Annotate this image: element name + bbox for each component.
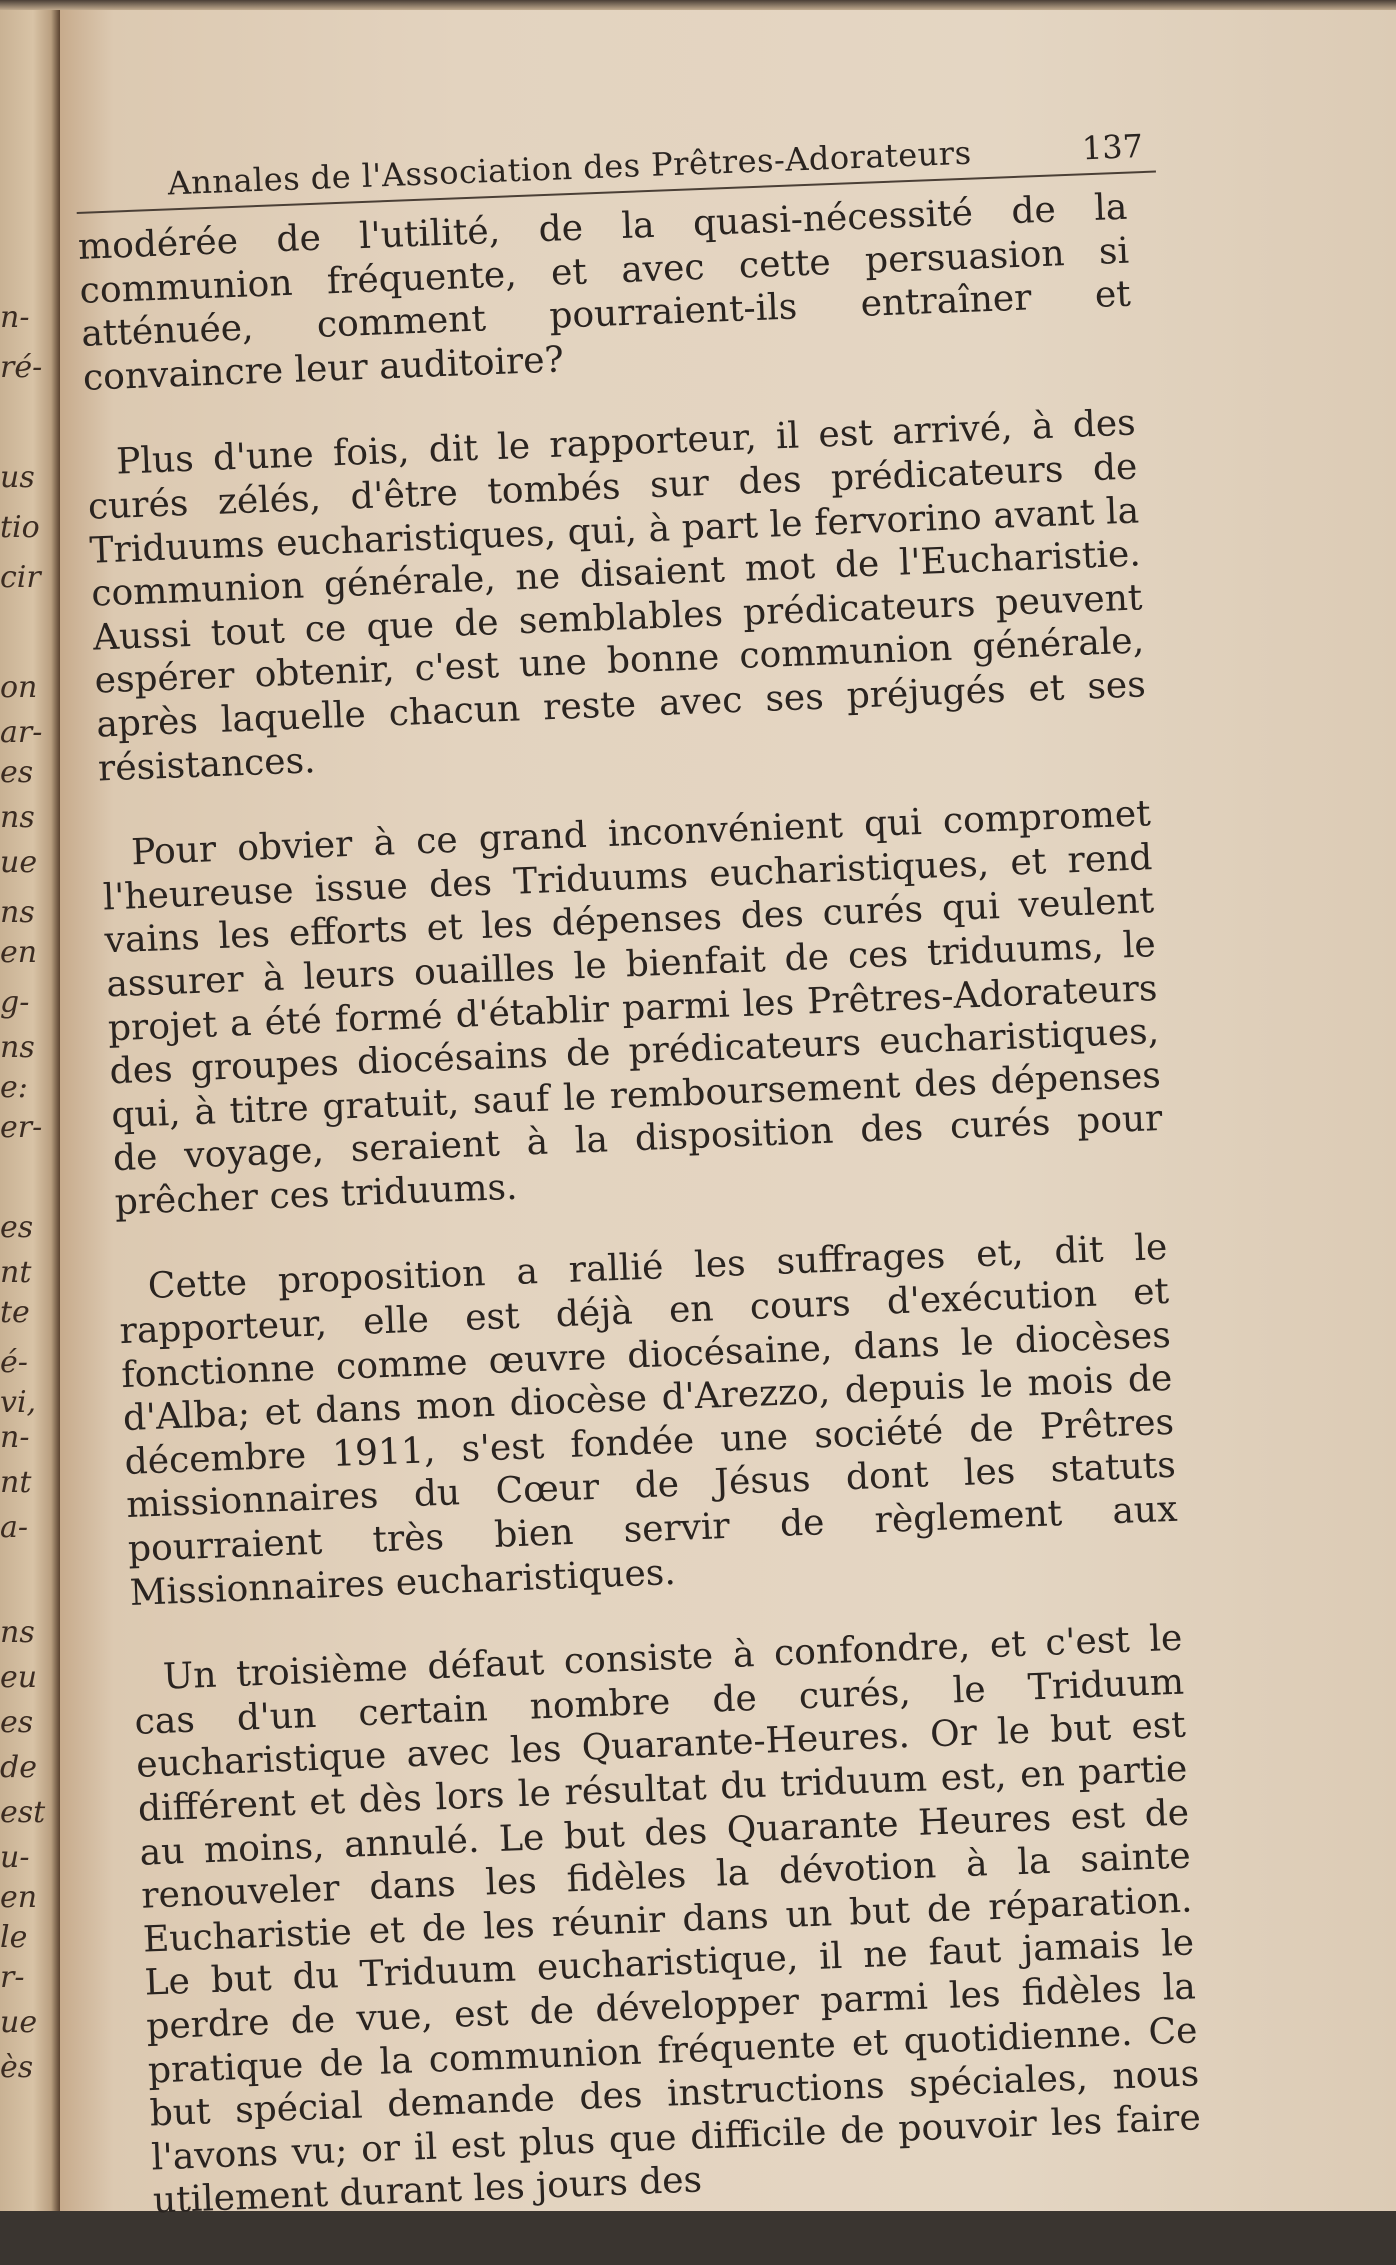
facing-page-fragment: es	[0, 1705, 34, 1740]
facing-page-fragment: es	[0, 1210, 34, 1245]
paragraph: modérée de l'utilité, de la quasi-nécessité de la communion fréquente, et avec cette persuasion si atténuée, comment pourraient-ils entraîner et convaincre leur auditoire?	[77, 186, 1132, 399]
facing-page-fragment: n-	[0, 1420, 30, 1455]
facing-page-fragment: r-	[0, 1960, 25, 1995]
facing-page-fragment: en	[0, 935, 38, 970]
book-gutter	[0, 0, 60, 2211]
page-top-edge	[0, 0, 1396, 10]
facing-page-fragment: ue	[0, 2005, 38, 2040]
facing-page-fragment: er-	[0, 1110, 43, 1145]
facing-page-fragment: tio	[0, 510, 40, 545]
facing-page-fragment: ré-	[0, 350, 43, 385]
book-page	[60, 0, 1396, 2222]
running-title: Annales de l'Association des Prêtres-Adorateurs	[166, 133, 973, 203]
facing-page-fragment: g-	[0, 985, 30, 1020]
page-number: 137	[1081, 127, 1144, 168]
facing-page-fragment: ns	[0, 1615, 35, 1650]
facing-page-fragment: est	[0, 1795, 46, 1830]
facing-page-fragment: u-	[0, 1840, 30, 1875]
facing-page-fragment: le	[0, 1920, 28, 1955]
facing-page-fragment: n-	[0, 300, 30, 335]
facing-page-fragment: en	[0, 1880, 38, 1915]
facing-page-fragment: ns	[0, 1030, 35, 1065]
facing-page-fragment: us	[0, 460, 35, 495]
facing-page-fragment: cir	[0, 560, 41, 595]
facing-page-fragment: nt	[0, 1255, 32, 1290]
facing-page-fragment: ès	[0, 2050, 34, 2085]
facing-page-fragment: é-	[0, 1345, 28, 1380]
facing-page-fragment: es	[0, 755, 34, 790]
facing-page-fragment: ns	[0, 895, 35, 930]
paragraph: Cette proposition a rallié les suffrages et, dit le rapporteur, elle est déjà en cours d'exécution et fonctionne comme œuvre diocésaine, dans le diocèses d'Alba; et dans mon diocèse d'Arezzo, depuis le mois de décembre 1911, s'est fondée une société de Prêtres missionnaires du Cœur de Jésus dont les statuts pourraient très bien servir de règlement aux Missionnaires eucharistiques.	[118, 1227, 1179, 1614]
body-text	[77, 184, 1233, 2223]
facing-page-fragment: ue	[0, 845, 38, 880]
facing-page-fragment: on	[0, 670, 38, 705]
facing-page-fragments	[0, 0, 46, 2211]
facing-page-fragment: e:	[0, 1070, 28, 1105]
facing-page-fragment: eu	[0, 1660, 38, 1695]
paragraph: Pour obvier à ce grand inconvénient qui compromet l'heureuse issue des Triduums eucharistiques, et rend vains les efforts et les dépenses des curés qui veulent assurer à leurs ouailles le bienfait de ces triduums, le projet a été formé d'établir parmi les Prêtres-Adorateurs des groupes diocésains de prédicateurs eucharistiques, qui, à titre gratuit, sauf le remboursement des dépenses de voyage, seraient à la disposition des curés pour prêcher ces triduums.	[102, 793, 1164, 1224]
paragraph: Un troisième défaut consiste à confondre, et c'est le cas d'un certain nombre de curés, le Triduum eucharistique avec les Quarante-Heures. Or le but est différent et dès lors le résultat du triduum est, en partie au moins, annulé. Le but des Quarante Heures est de renouveler dans les fidèles la dévotion à la sainte Eucharistie et de les réunir dans un but de réparation. Le but du Triduum eucharistique, il ne faut jamais le perdre de vue, est de développer parmi les fidèles la pratique de la communion fréquente et quotidienne. Ce but spécial demande des instructions spéciales, nous l'avons vu; or il est plus que difficile de pouvoir les faire utilement durant les jours des	[133, 1617, 1202, 2222]
paragraph: Plus d'une fois, dit le rapporteur, il est arrivé, à des curés zélés, d'être tombés sur des prédicateurs de Triduums eucharistiques, qui, à part le fervorino avant la communion générale, ne disaient mot de l'Eucharistie. Aussi tout ce que de semblables prédicateurs peuvent espérer obtenir, c'est une bonne communion générale, après laquelle chacun reste avec ses préjugés et ses résistances.	[87, 402, 1147, 790]
facing-page-fragment: nt	[0, 1465, 32, 1500]
facing-page-fragment: de	[0, 1750, 37, 1785]
facing-page-fragment: ar-	[0, 715, 43, 750]
facing-page-fragment: te	[0, 1295, 30, 1330]
facing-page-fragment: a-	[0, 1510, 29, 1545]
facing-page-fragment: vi,	[0, 1385, 37, 1420]
page-content	[75, 127, 1235, 2265]
facing-page-fragment: ns	[0, 800, 35, 835]
